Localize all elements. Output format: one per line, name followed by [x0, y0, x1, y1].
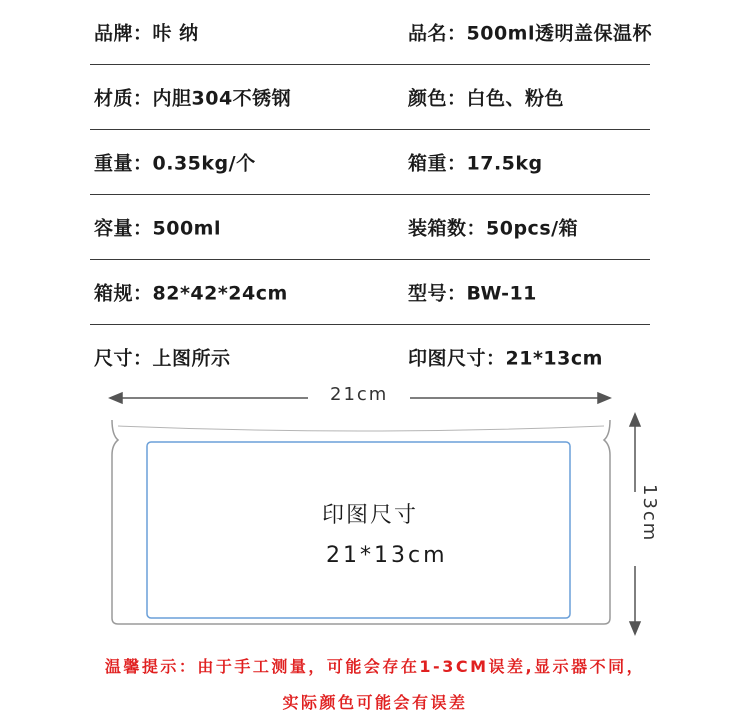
spec-row [90, 0, 650, 65]
print-area-title: 印图尺寸 [322, 503, 419, 528]
print-area-diagram [0, 370, 750, 640]
spec-print-size: 印图尺寸：21*13cm [408, 347, 603, 370]
spec-box-weight: 箱重：17.5kg [408, 152, 543, 175]
spec-row [90, 130, 650, 195]
spec-capacity: 容量：500ml [94, 217, 221, 240]
spec-row [90, 65, 650, 130]
spec-pack-count: 装箱数：50pcs/箱 [408, 217, 579, 240]
spec-weight: 重量：0.35kg/个 [94, 152, 256, 175]
spec-dimensions: 尺寸：上图所示 [94, 347, 231, 370]
spec-row [90, 260, 650, 325]
print-area-rect [147, 442, 570, 618]
notice-line-1: 温馨提示：由于手工测量，可能会存在1-3CM误差,显示器不同， [104, 657, 646, 676]
notice-line-2: 实际颜色可能会有误差 [282, 693, 468, 712]
spec-product-name: 品名：500ml透明盖保温杯 [408, 22, 652, 45]
spec-material: 材质：内胆304不锈钢 [94, 87, 292, 110]
spec-brand: 品牌：咔 纳 [94, 22, 199, 45]
spec-box-size: 箱规：82*42*24cm [94, 282, 288, 305]
spec-model: 型号：BW-11 [408, 282, 537, 305]
spec-color: 颜色：白色、粉色 [408, 87, 565, 110]
height-label: 13cm [639, 484, 660, 543]
width-label: 21cm [330, 384, 389, 405]
print-area-size: 21*13cm [326, 543, 448, 568]
spec-table [90, 0, 650, 389]
spec-row [90, 195, 650, 260]
